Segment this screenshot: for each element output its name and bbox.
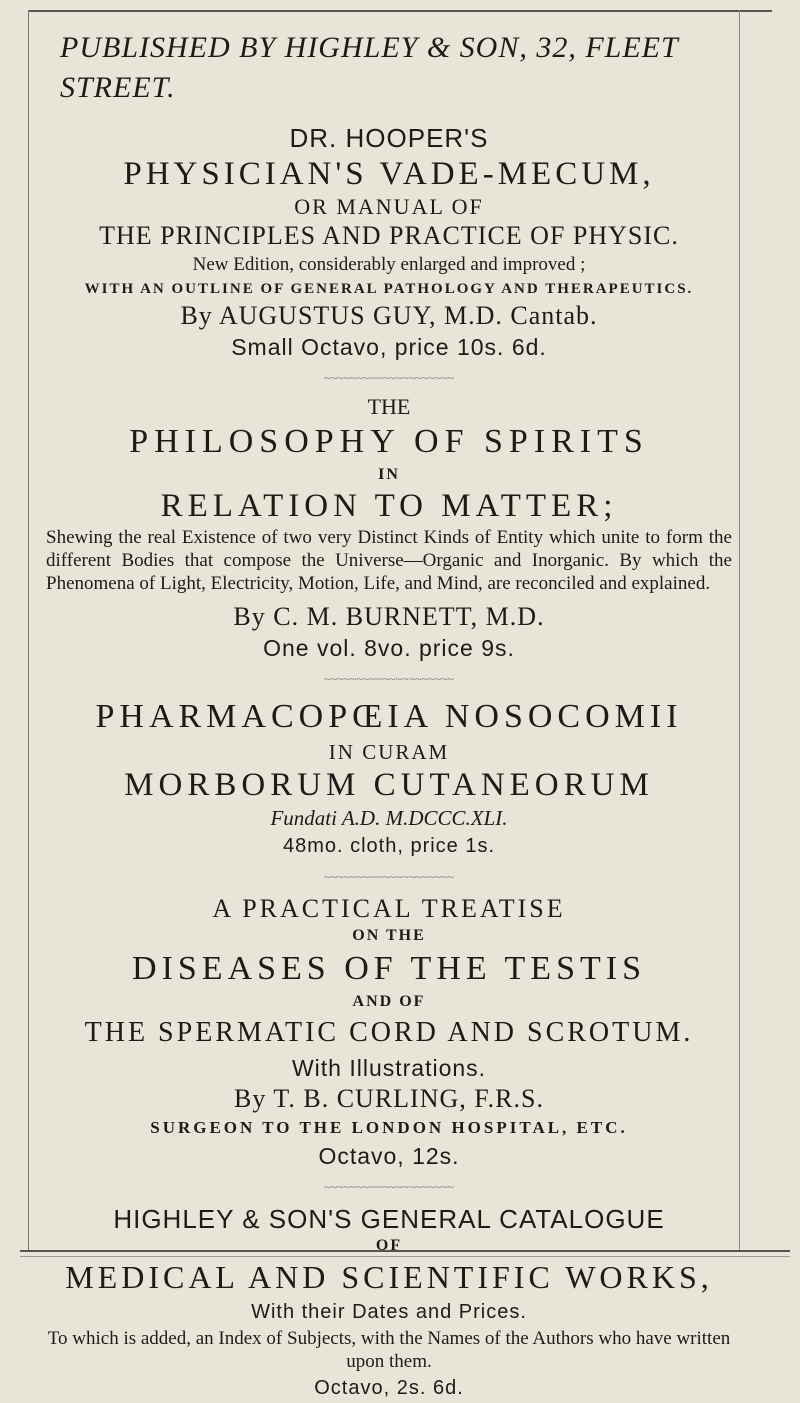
advert-testis-illustrations: With Illustrations. [291, 1055, 487, 1081]
advert-pharmacopoeia [40, 695, 738, 887]
advert-hooper-title: PHYSICIAN'S VADE-MECUM, [123, 156, 655, 192]
advert-hooper [40, 122, 738, 388]
advert-pharmacopoeia-subtitle: MORBORUM CUTANEORUM [124, 767, 654, 803]
advert-philosophy-author: By C. M. BURNETT, M.D. [233, 602, 545, 631]
advert-philosophy-price: One vol. 8vo. price 9s. [263, 635, 515, 661]
advert-testis-and-of: AND OF [352, 993, 426, 1010]
ornament-divider: ~~~~~~~~~~~~~~~~~~~~ [324, 870, 454, 884]
advert-catalogue-description: To which is added, an Index of Subjects, with the Names of the Authors who have written upon them. [47, 1328, 731, 1372]
advert-testis-title: DISEASES OF THE TESTIS [132, 950, 646, 987]
advertisement-page [40, 16, 738, 1403]
advert-hooper-edition: New Edition, considerably enlarged and improved ; [192, 254, 586, 275]
advert-testis [40, 893, 738, 1197]
advert-testis-on-the: ON THE [352, 927, 426, 944]
advert-philosophy-in: IN [378, 466, 400, 483]
advert-hooper-subject: THE PRINCIPLES AND PRACTICE OF PHYSIC. [99, 221, 679, 250]
advert-pharmacopoeia-title: PHARMACOPŒIA NOSOCOMII [95, 698, 683, 735]
advert-testis-position: SURGEON TO THE LONDON HOSPITAL, ETC. [150, 1118, 628, 1137]
advert-philosophy-subtitle: RELATION TO MATTER; [160, 488, 618, 524]
advert-pharmacopoeia-founded: Fundati A.D. M.DCCC.XLI. [270, 806, 508, 830]
advert-testis-subtitle: THE SPERMATIC CORD AND SCROTUM. [84, 1017, 694, 1048]
advert-testis-heading: A PRACTICAL TREATISE [212, 894, 566, 923]
advert-catalogue [40, 1203, 738, 1403]
advert-hooper-subtitle: OR MANUAL OF [294, 194, 484, 219]
advert-hooper-author: DR. HOOPER'S [289, 123, 489, 153]
advert-philosophy [40, 394, 738, 689]
advert-hooper-editor: By AUGUSTUS GUY, M.D. Cantab. [180, 301, 598, 330]
advert-catalogue-dates: With their Dates and Prices. [251, 1301, 527, 1323]
advert-catalogue-heading: HIGHLEY & SON'S GENERAL CATALOGUE [113, 1204, 665, 1234]
advert-philosophy-description: Shewing the real Existence of two very Distinct Kinds of Entity which unite to form the different Bodies that compose the Universe—Organic and Inorganic. By which the Phenomena of Light, Electricity, Motion, Life, and Mind, are reconciled and explained. [46, 527, 732, 594]
ornament-divider: ~~~~~~~~~~~~~~~~~~~~ [324, 371, 454, 385]
advert-pharmacopoeia-in-curam: IN CURAM [328, 740, 450, 764]
ornament-divider: ~~~~~~~~~~~~~~~~~~~~ [324, 672, 454, 686]
advert-testis-price: Octavo, 12s. [318, 1143, 460, 1169]
advert-testis-author: By T. B. CURLING, F.R.S. [234, 1084, 544, 1113]
advert-catalogue-price: Octavo, 2s. 6d. [314, 1377, 464, 1399]
advert-catalogue-of: OF [375, 1237, 403, 1254]
advert-pharmacopoeia-price: 48mo. cloth, price 1s. [282, 835, 496, 857]
advert-philosophy-the: THE [367, 394, 411, 419]
advert-philosophy-title: PHILOSOPHY OF SPIRITS [129, 423, 649, 460]
advert-catalogue-title: MEDICAL AND SCIENTIFIC WORKS, [65, 1259, 713, 1295]
publisher-heading: PUBLISHED BY HIGHLEY & SON, 32, FLEET STREET. [60, 31, 679, 104]
page-border-left [28, 10, 29, 1250]
ornament-divider: ~~~~~~~~~~~~~~~~~~~~ [324, 1180, 454, 1194]
advert-hooper-price: Small Octavo, price 10s. 6d. [231, 334, 547, 360]
advert-hooper-outline: WITH AN OUTLINE OF GENERAL PATHOLOGY AND THERAPEUTICS. [84, 281, 694, 297]
page-border-top [28, 10, 772, 12]
page-border-right [739, 10, 740, 1250]
